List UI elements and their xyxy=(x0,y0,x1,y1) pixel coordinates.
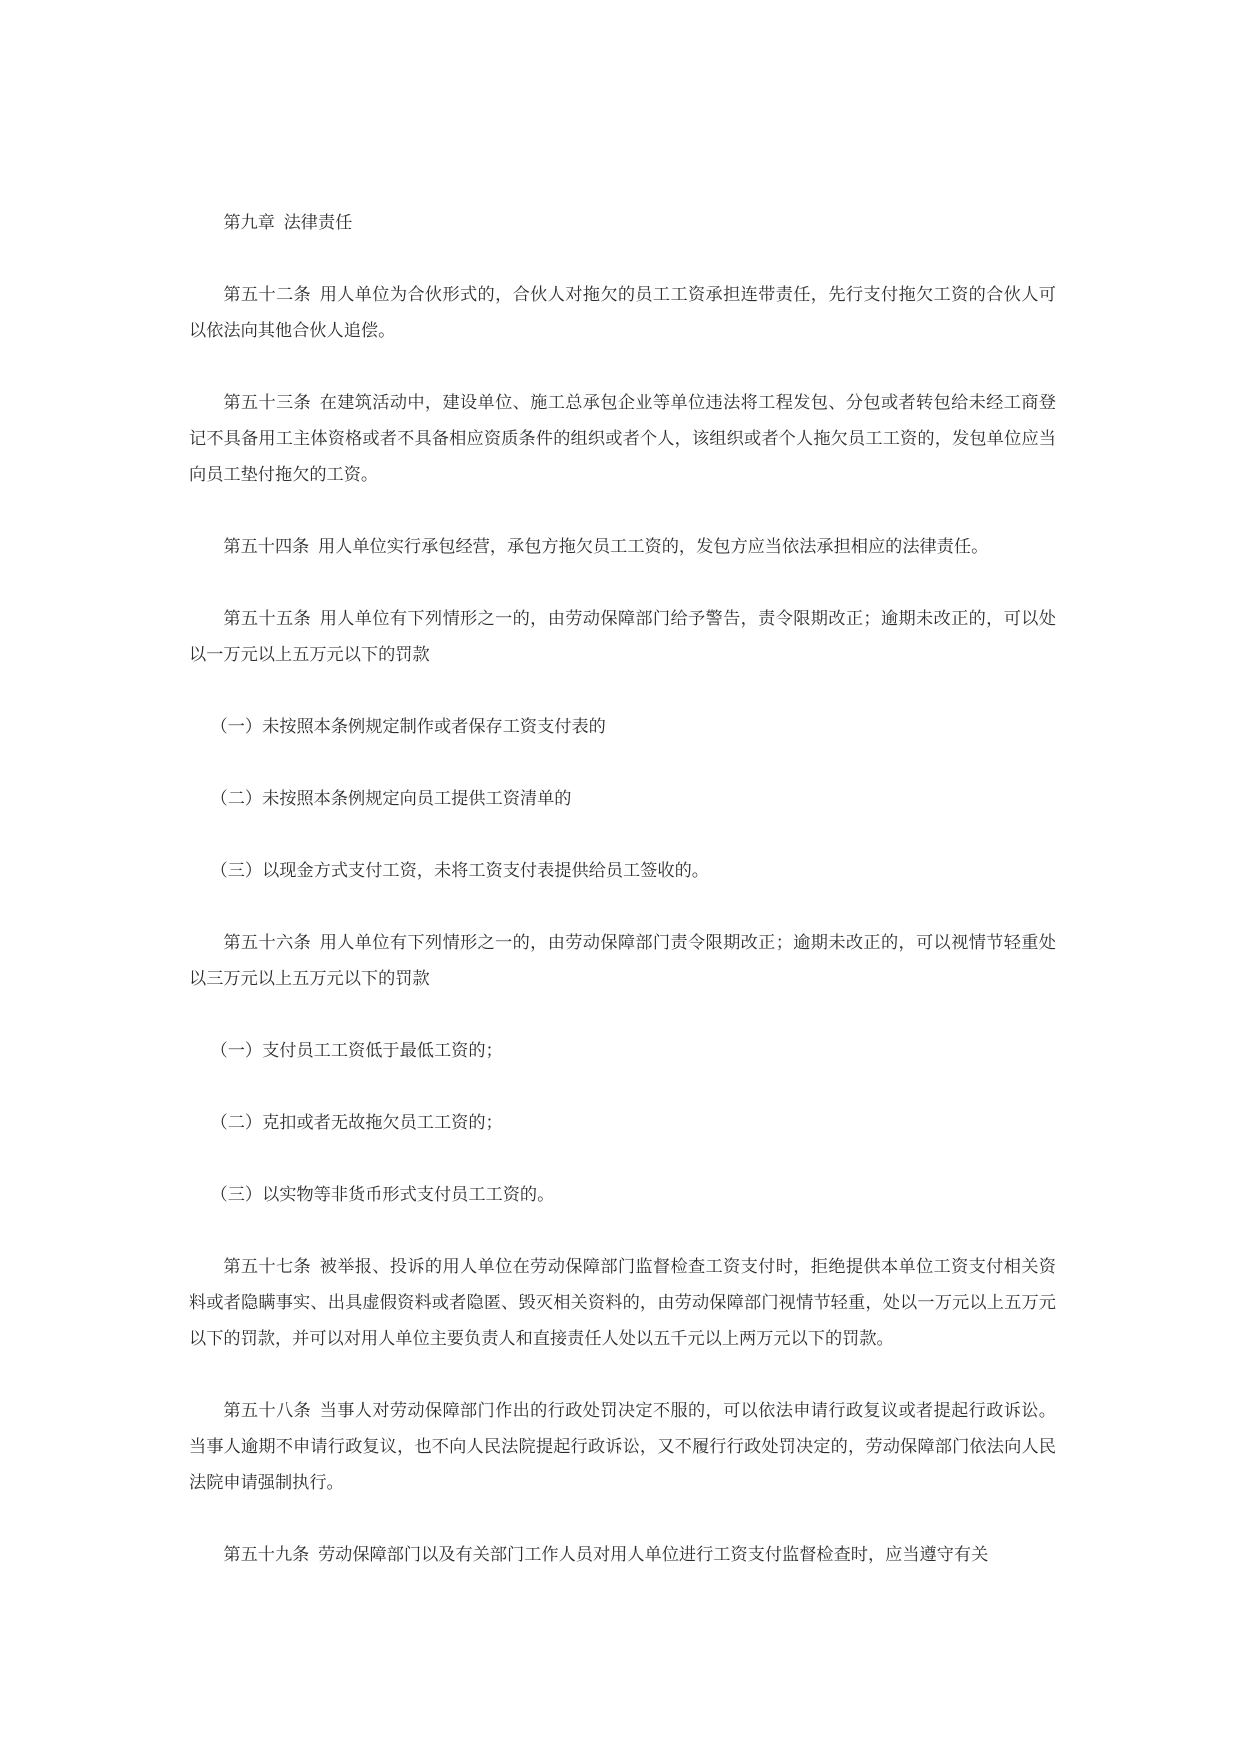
article-label: 第五十八条 xyxy=(223,1401,312,1421)
list-item-text: （三）以现金方式支付工资，未将工资支付表提供给员工签收的。 xyxy=(210,861,709,881)
article-text: 用人单位有下列情形之一的，由劳动保障部门责令限期改正；逾期未改正的，可以视情节轻重处以三万元以上五万元以下的罚款 xyxy=(189,933,1056,989)
article-label: 第五十六条 xyxy=(223,933,312,953)
article-paragraph xyxy=(189,601,1056,673)
list-item-text: （二）未按照本条例规定向员工提供工资清单的 xyxy=(210,789,572,809)
article-paragraph xyxy=(189,529,1056,565)
article-text: 被举报、投诉的用人单位在劳动保障部门监督检查工资支付时，拒绝提供本单位工资支付相关资料或者隐瞒事实、出具虚假资料或者隐匿、毁灭相关资料的，由劳动保障部门视情节轻重，处以一万元以上五万元以下的罚款，并可以对用人单位主要负责人和直接责任人处以五千元以上两万元以下的罚款。 xyxy=(189,1257,1056,1349)
list-item xyxy=(189,1177,1056,1213)
list-item-text: （二）克扣或者无故拖欠员工工资的； xyxy=(210,1113,503,1133)
article-text: 当事人对劳动保障部门作出的行政处罚决定不服的，可以依法申请行政复议或者提起行政诉讼。当事人逾期不申请行政复议，也不向人民法院提起行政诉讼，又不履行行政处罚决定的，劳动保障部门依法向人民法院申请强制执行。 xyxy=(189,1401,1056,1493)
article-paragraph xyxy=(189,385,1056,493)
article-label: 第五十三条 xyxy=(223,393,312,413)
article-text: 用人单位有下列情形之一的，由劳动保障部门给予警告，责令限期改正；逾期未改正的，可以处以一万元以上五万元以下的罚款 xyxy=(189,609,1056,665)
article-text: 用人单位实行承包经营，承包方拖欠员工工资的，发包方应当依法承担相应的法律责任。 xyxy=(317,537,989,557)
list-item xyxy=(189,1105,1056,1141)
document-body xyxy=(189,277,1056,1573)
article-paragraph xyxy=(189,277,1056,349)
list-item xyxy=(189,709,1056,745)
list-item xyxy=(189,853,1056,889)
list-item xyxy=(189,1033,1056,1069)
article-label: 第五十二条 xyxy=(223,285,312,305)
article-text: 用人单位为合伙形式的，合伙人对拖欠的员工工资承担连带责任，先行支付拖欠工资的合伙人可以依法向其他合伙人追偿。 xyxy=(189,285,1056,341)
chapter-title: 法律责任 xyxy=(283,213,353,233)
article-label: 第五十四条 xyxy=(223,537,310,557)
article-text: 劳动保障部门以及有关部门工作人员对用人单位进行工资支付监督检查时，应当遵守有关 xyxy=(317,1545,989,1565)
chapter-heading xyxy=(189,205,1056,241)
article-label: 第五十九条 xyxy=(223,1545,310,1565)
list-item-text: （一）支付员工工资低于最低工资的； xyxy=(210,1041,503,1061)
article-label: 第五十五条 xyxy=(223,609,312,629)
list-item-text: （三）以实物等非货币形式支付员工工资的。 xyxy=(210,1185,555,1205)
list-item-text: （一）未按照本条例规定制作或者保存工资支付表的 xyxy=(210,717,606,737)
article-paragraph xyxy=(189,1537,1056,1573)
article-paragraph xyxy=(189,1249,1056,1357)
article-text: 在建筑活动中，建设单位、施工总承包企业等单位违法将工程发包、分包或者转包给未经工商登记不具备用工主体资格或者不具备相应资质条件的组织或者个人，该组织或者个人拖欠员工工资的，发包单位应当向员工垫付拖欠的工资。 xyxy=(189,393,1056,485)
article-label: 第五十七条 xyxy=(223,1257,312,1277)
list-item xyxy=(189,781,1056,817)
article-paragraph xyxy=(189,1393,1056,1501)
chapter-number: 第九章 xyxy=(223,213,275,233)
article-paragraph xyxy=(189,925,1056,997)
